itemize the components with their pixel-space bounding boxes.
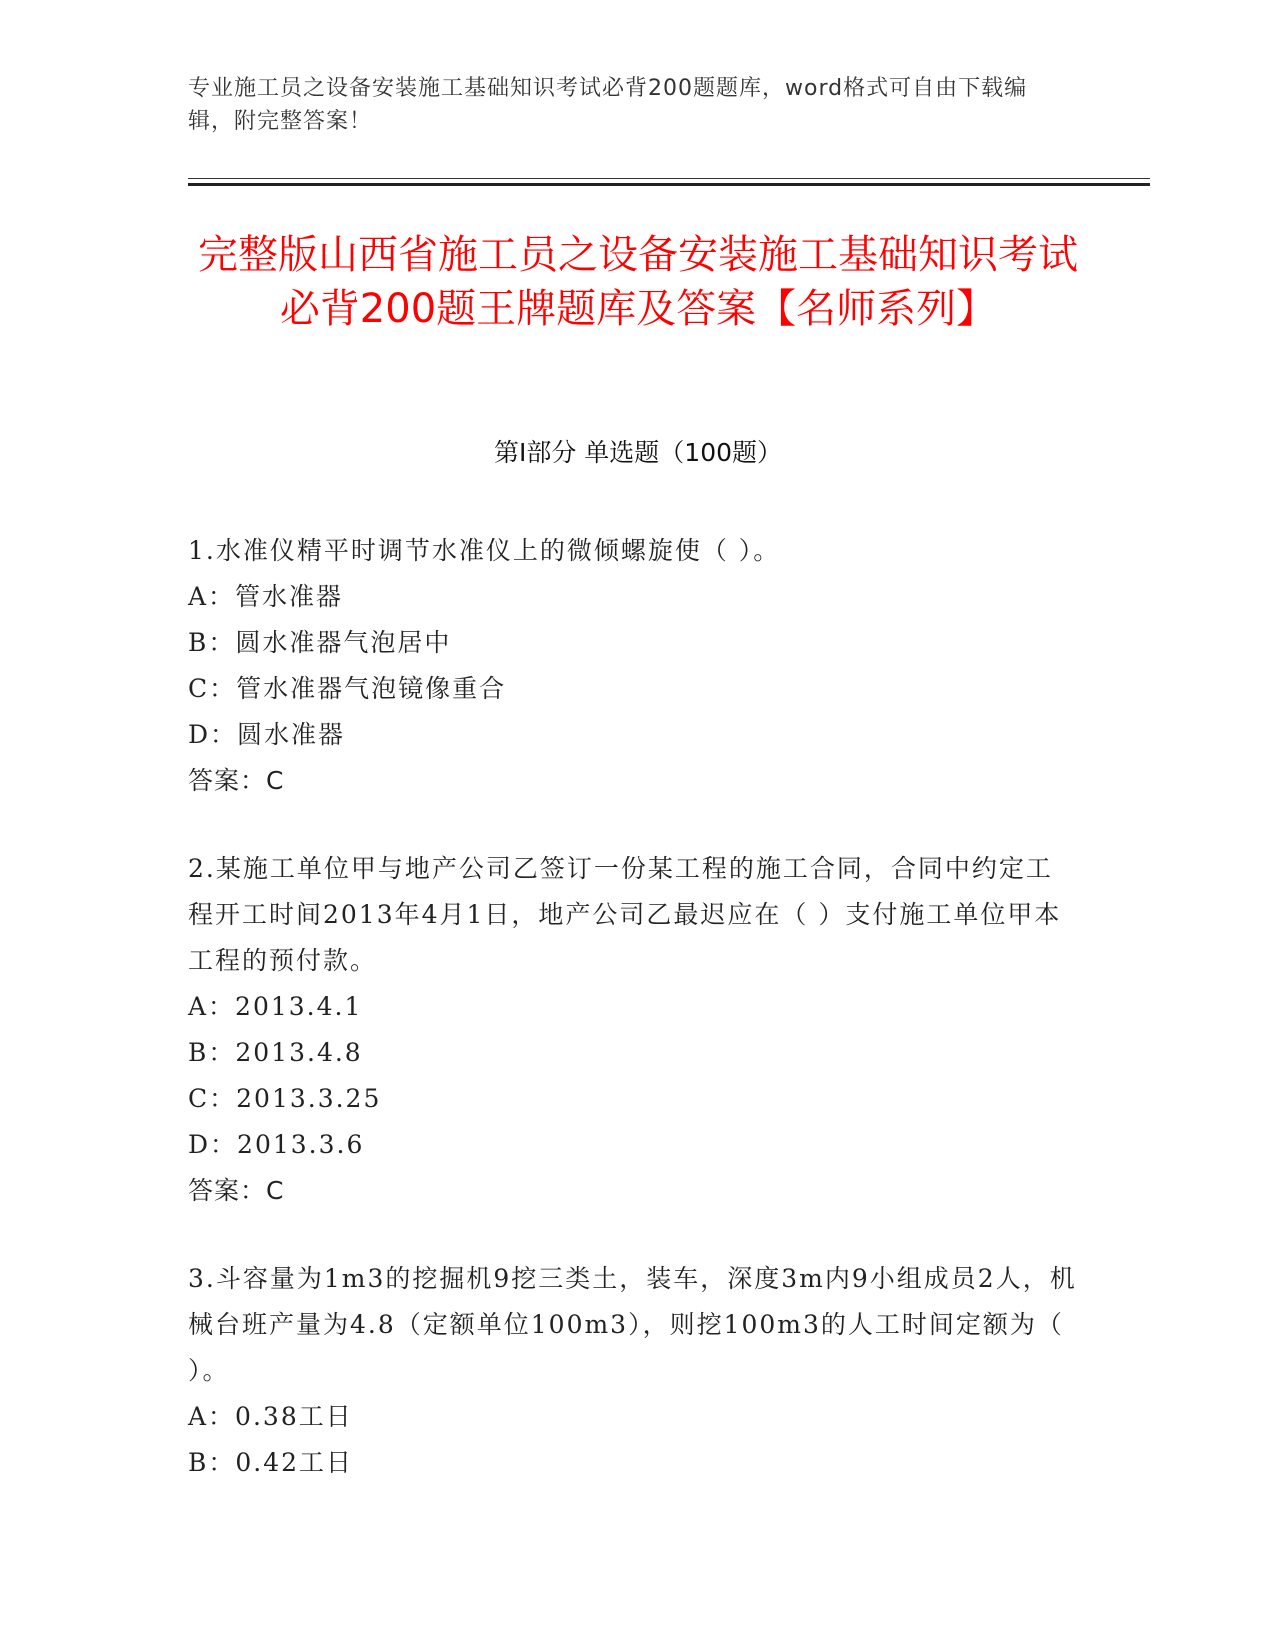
option-b: B：2013.4.8: [188, 1038, 363, 1067]
question-2: [188, 846, 1078, 1214]
option-a: A：2013.4.1: [188, 992, 363, 1021]
option-c: C：管水准器气泡镜像重合: [188, 674, 507, 703]
document-title: 完整版山西省施工员之设备安装施工基础知识考试必背200题王牌题库及答案【名师系列】: [198, 232, 1078, 332]
option-b: B：0.42工日: [188, 1448, 354, 1477]
header-note: 专业施工员之设备安装施工基础知识考试必背200题题库，word格式可自由下载编辑，附完整答案！: [188, 76, 1028, 134]
option-a: A：0.38工日: [188, 1402, 353, 1431]
section-title: 第I部分 单选题（100题）: [493, 438, 783, 467]
question-stem: 2.某施工单位甲与地产公司乙签订一份某工程的施工合同，合同中约定工程开工时间2013年4月1日，地产公司乙最迟应在（ ）支付施工单位甲本工程的预付款。: [188, 854, 1062, 975]
answer: 答案：C: [188, 766, 285, 795]
answer: 答案：C: [188, 1176, 285, 1205]
option-d: D：圆水准器: [188, 720, 346, 749]
option-c: C：2013.3.25: [188, 1084, 382, 1113]
option-a: A：管水准器: [188, 582, 344, 611]
question-list: [188, 528, 1078, 1528]
question-1: [188, 528, 1078, 804]
header-rule-thin: [188, 178, 1150, 179]
header-rule-thick: [188, 183, 1150, 186]
option-b: B：圆水准器气泡居中: [188, 628, 452, 657]
question-3: [188, 1256, 1078, 1486]
question-stem: 3.斗容量为1m3的挖掘机9挖三类土，装车，深度3m内9小组成员2人，机械台班产量为4.8（定额单位100m3），则挖100m3的人工时间定额为（ ）。: [188, 1264, 1077, 1385]
question-stem: 1.水准仪精平时调节水准仪上的微倾螺旋使（ ）。: [188, 536, 781, 565]
option-d: D：2013.3.6: [188, 1130, 365, 1159]
